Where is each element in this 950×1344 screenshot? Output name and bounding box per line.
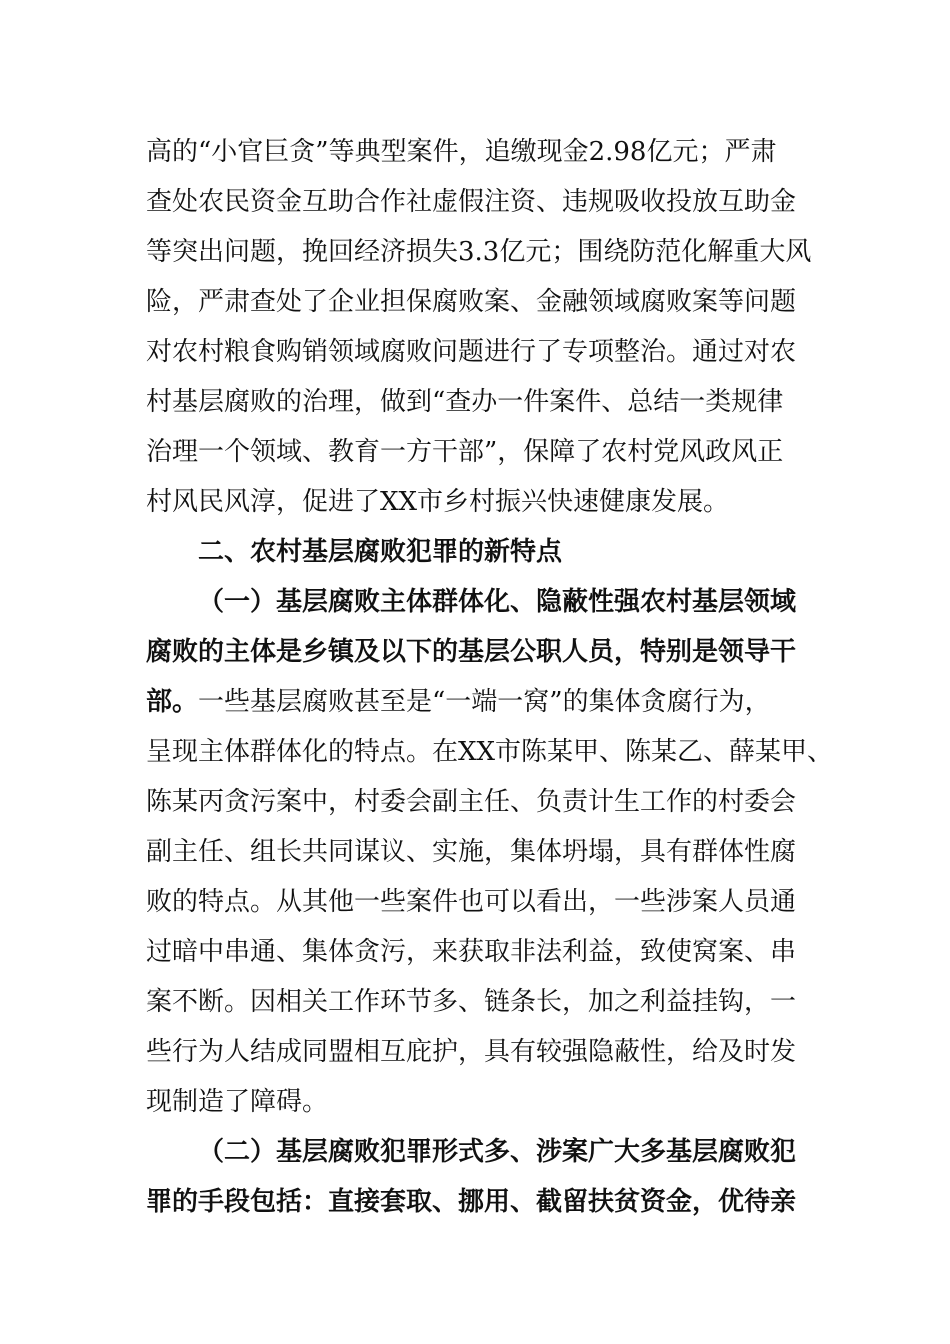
section-heading: 二、农村基层腐败犯罪的新特点 (198, 537, 563, 567)
paragraph-line: 查处农民资金互助合作社虚假注资、违规吸收投放互助金 (146, 187, 797, 217)
paragraph-line: 陈某丙贪污案中，村委会副主任、负责计生工作的村委会 (146, 787, 797, 817)
paragraph-line-mixed (146, 686, 771, 718)
paragraph-line: 治理一个领域、教育一方干部”，保障了农村党风政风正 (146, 437, 784, 467)
paragraph-line: 副主任、组长共同谋议、实施，集体坍塌，具有群体性腐 (146, 837, 797, 867)
subsection-heading: （一）基层腐败主体群体化、隐蔽性强农村基层领域 (198, 587, 797, 617)
paragraph-line: 等突出问题，挽回经济损失3.3亿元；围绕防范化解重大风 (146, 237, 812, 267)
paragraph-line: 过暗中串通、集体贪污，来获取非法利益，致使窝案、串 (146, 937, 797, 967)
subsection-heading-cont: 罪的手段包括：直接套取、挪用、截留扶贫资金，优待亲 (146, 1187, 797, 1217)
paragraph-line: 村风民风淳，促进了XX市乡村振兴快速健康发展。 (146, 487, 730, 517)
paragraph-line: 现制造了障碍。 (146, 1087, 329, 1117)
paragraph-line: 败的特点。从其他一些案件也可以看出，一些涉案人员通 (146, 887, 797, 917)
paragraph-line: 案不断。因相关工作环节多、链条长，加之利益挂钩，一 (146, 987, 797, 1017)
paragraph-line: 高的“小官巨贪”等典型案件，追缴现金2.98亿元；严肃 (146, 137, 777, 167)
bold-fragment: 部。 (146, 687, 199, 717)
subsection-heading: （二）基层腐败犯罪形式多、涉案广大多基层腐败犯 (198, 1137, 797, 1167)
paragraph-line: 些行为人结成同盟相互庇护，具有较强隐蔽性，给及时发 (146, 1037, 797, 1067)
subsection-heading-cont: 腐败的主体是乡镇及以下的基层公职人员，特别是领导干 (146, 637, 797, 667)
paragraph-line: 村基层腐败的治理，做到“查办一件案件、总结一类规律 (146, 387, 784, 417)
regular-fragment: 一些基层腐败甚至是“一端一窝”的集体贪腐行为， (198, 687, 771, 717)
paragraph-line: 呈现主体群体化的特点。在XX市陈某甲、陈某乙、薛某甲、 (146, 737, 834, 767)
paragraph-line: 险，严肃查处了企业担保腐败案、金融领域腐败案等问题 (146, 287, 797, 317)
paragraph-line: 对农村粮食购销领域腐败问题进行了专项整治。通过对农 (146, 337, 797, 367)
